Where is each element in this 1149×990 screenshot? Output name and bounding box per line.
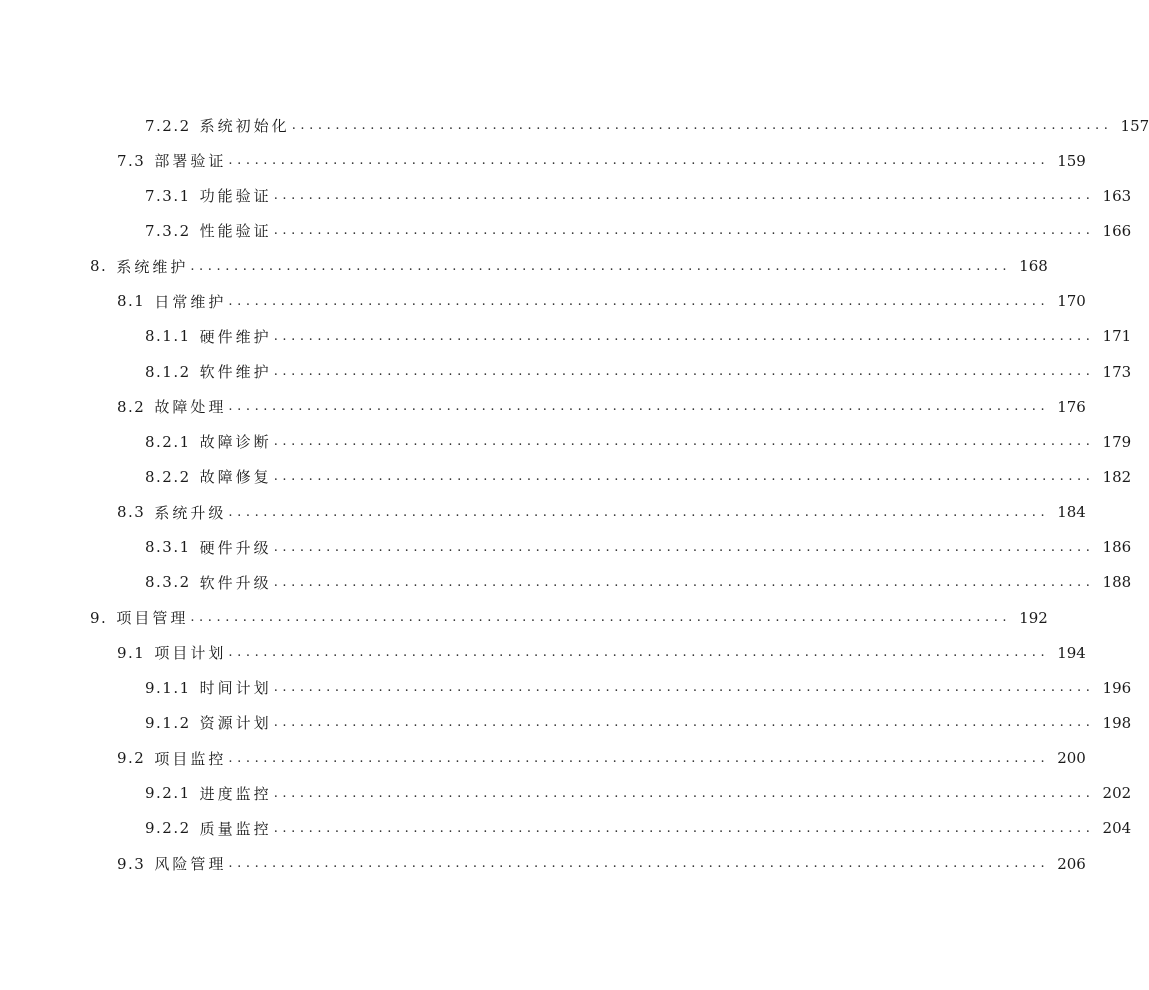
entry-title: 系统维护 xyxy=(116,257,189,276)
entry-title: 故障诊断 xyxy=(199,433,272,452)
entry-number: 8.1.1 xyxy=(145,327,191,346)
entry-page-number: 179 xyxy=(1102,432,1132,451)
toc-entry-9-1[interactable] xyxy=(0,635,1086,670)
dot-leader: .............................................................................................. xyxy=(273,364,1095,380)
entry-page-number: 173 xyxy=(1102,362,1132,381)
entry-number: 7.2.2 xyxy=(145,116,191,135)
entry-page-number: 204 xyxy=(1102,819,1132,838)
dot-leader: .............................................................................................. xyxy=(190,258,1012,274)
entry-page-number: 192 xyxy=(1019,608,1048,627)
entry-number: 8.3 xyxy=(117,503,146,522)
entry-title: 部署验证 xyxy=(154,152,227,171)
entry-page-number: 198 xyxy=(1102,713,1132,732)
entry-title: 资源计划 xyxy=(199,714,272,733)
entry-page-number: 200 xyxy=(1057,749,1086,768)
entry-number: 9.3 xyxy=(117,854,146,873)
entry-title: 系统升级 xyxy=(154,503,227,522)
dot-leader: .............................................................................................. xyxy=(228,750,1050,766)
dot-leader: .............................................................................................. xyxy=(273,539,1095,555)
dot-leader: .............................................................................................. xyxy=(228,399,1050,415)
entry-page-number: 171 xyxy=(1102,327,1132,346)
toc-entry-9-2[interactable] xyxy=(0,741,1086,776)
entry-number: 8.3.2 xyxy=(145,573,191,592)
entry-title: 项目监控 xyxy=(154,749,227,768)
entry-page-number: 170 xyxy=(1057,292,1086,311)
entry-number: 9.2 xyxy=(117,749,146,768)
toc-entry-8-1-2[interactable] xyxy=(0,354,1132,389)
entry-number: 8.1 xyxy=(117,292,146,311)
dot-leader: .............................................................................................. xyxy=(273,820,1095,836)
entry-number: 9.1.2 xyxy=(145,713,191,732)
entry-number: 8.2 xyxy=(117,397,146,416)
entry-page-number: 206 xyxy=(1057,854,1086,873)
entry-title: 故障修复 xyxy=(199,468,272,487)
dot-leader: .............................................................................................. xyxy=(228,856,1050,872)
toc-entry-7-3-1[interactable] xyxy=(0,178,1132,213)
entry-number: 9. xyxy=(90,608,108,627)
entry-title: 质量监控 xyxy=(199,819,272,838)
entry-number: 8.1.2 xyxy=(145,362,191,381)
dot-leader: .............................................................................................. xyxy=(228,153,1050,169)
dot-leader: .............................................................................................. xyxy=(190,610,1012,626)
dot-leader: .............................................................................................. xyxy=(228,645,1050,661)
entry-page-number: 182 xyxy=(1102,467,1132,486)
dot-leader: .............................................................................................. xyxy=(273,574,1095,590)
entry-title: 性能验证 xyxy=(199,222,272,241)
entry-number: 8.3.1 xyxy=(145,538,191,557)
dot-leader: .............................................................................................. xyxy=(273,715,1095,731)
dot-leader: .............................................................................................. xyxy=(228,293,1050,309)
dot-leader: .............................................................................................. xyxy=(273,680,1095,696)
toc-entry-8-2-2[interactable] xyxy=(0,459,1132,494)
toc-entry-9-2-2[interactable] xyxy=(0,811,1132,846)
toc-entry-9-3[interactable] xyxy=(0,846,1086,881)
dot-leader: .............................................................................................. xyxy=(273,328,1095,344)
entry-title: 硬件维护 xyxy=(199,327,272,346)
entry-page-number: 157 xyxy=(1120,116,1149,135)
entry-number: 9.1.1 xyxy=(145,678,191,697)
entry-page-number: 176 xyxy=(1057,397,1086,416)
toc-entry-7-3-2[interactable] xyxy=(0,213,1132,248)
entry-number: 8.2.2 xyxy=(145,467,191,486)
toc-entry-9-1-2[interactable] xyxy=(0,705,1132,740)
toc-entry-7-2-2[interactable] xyxy=(0,108,1149,143)
entry-number: 9.1 xyxy=(117,643,146,662)
dot-leader: .............................................................................................. xyxy=(273,223,1095,239)
toc-entry-9-1-1[interactable] xyxy=(0,670,1132,705)
toc-entry-8-2-1[interactable] xyxy=(0,424,1132,459)
entry-title: 日常维护 xyxy=(154,292,227,311)
entry-title: 进度监控 xyxy=(199,784,272,803)
toc-entry-9-2-1[interactable] xyxy=(0,776,1132,811)
entry-number: 9.2.1 xyxy=(145,784,191,803)
entry-page-number: 196 xyxy=(1102,678,1132,697)
dot-leader: .............................................................................................. xyxy=(273,434,1095,450)
entry-number: 7.3 xyxy=(117,151,146,170)
entry-title: 软件升级 xyxy=(199,573,272,592)
toc-entry-8-3-1[interactable] xyxy=(0,530,1132,565)
entry-number: 7.3.1 xyxy=(145,186,191,205)
entry-title: 项目管理 xyxy=(116,609,189,628)
entry-title: 软件维护 xyxy=(199,363,272,382)
entry-page-number: 202 xyxy=(1102,784,1132,803)
entry-title: 硬件升级 xyxy=(199,538,272,557)
dot-leader: .............................................................................................. xyxy=(273,469,1095,485)
entry-title: 项目计划 xyxy=(154,644,227,663)
toc-entry-8-2[interactable] xyxy=(0,389,1086,424)
dot-leader: .............................................................................................. xyxy=(273,785,1095,801)
toc-entry-8-3[interactable] xyxy=(0,495,1086,530)
entry-title: 时间计划 xyxy=(199,679,272,698)
entry-number: 7.3.2 xyxy=(145,221,191,240)
entry-title: 功能验证 xyxy=(199,187,272,206)
toc-entry-8-1[interactable] xyxy=(0,284,1086,319)
entry-page-number: 188 xyxy=(1102,573,1132,592)
dot-leader: .............................................................................................. xyxy=(228,504,1050,520)
toc-entry-8[interactable] xyxy=(0,249,1048,284)
toc-entry-8-3-2[interactable] xyxy=(0,565,1132,600)
entry-page-number: 184 xyxy=(1057,503,1086,522)
entry-number: 8. xyxy=(90,257,108,276)
dot-leader: .............................................................................................. xyxy=(291,118,1113,134)
entry-page-number: 166 xyxy=(1102,221,1132,240)
toc-entry-7-3[interactable] xyxy=(0,143,1086,178)
entry-title: 故障处理 xyxy=(154,398,227,417)
entry-number: 8.2.1 xyxy=(145,432,191,451)
entry-page-number: 168 xyxy=(1019,257,1048,276)
toc-entry-9[interactable] xyxy=(0,600,1048,635)
table-of-contents xyxy=(0,108,1149,881)
dot-leader: .............................................................................................. xyxy=(273,188,1095,204)
entry-title: 风险管理 xyxy=(154,855,227,874)
entry-page-number: 159 xyxy=(1057,151,1086,170)
entry-number: 9.2.2 xyxy=(145,819,191,838)
entry-page-number: 186 xyxy=(1102,538,1132,557)
entry-page-number: 194 xyxy=(1057,643,1086,662)
entry-title: 系统初始化 xyxy=(199,117,290,136)
entry-page-number: 163 xyxy=(1102,186,1132,205)
toc-entry-8-1-1[interactable] xyxy=(0,319,1132,354)
